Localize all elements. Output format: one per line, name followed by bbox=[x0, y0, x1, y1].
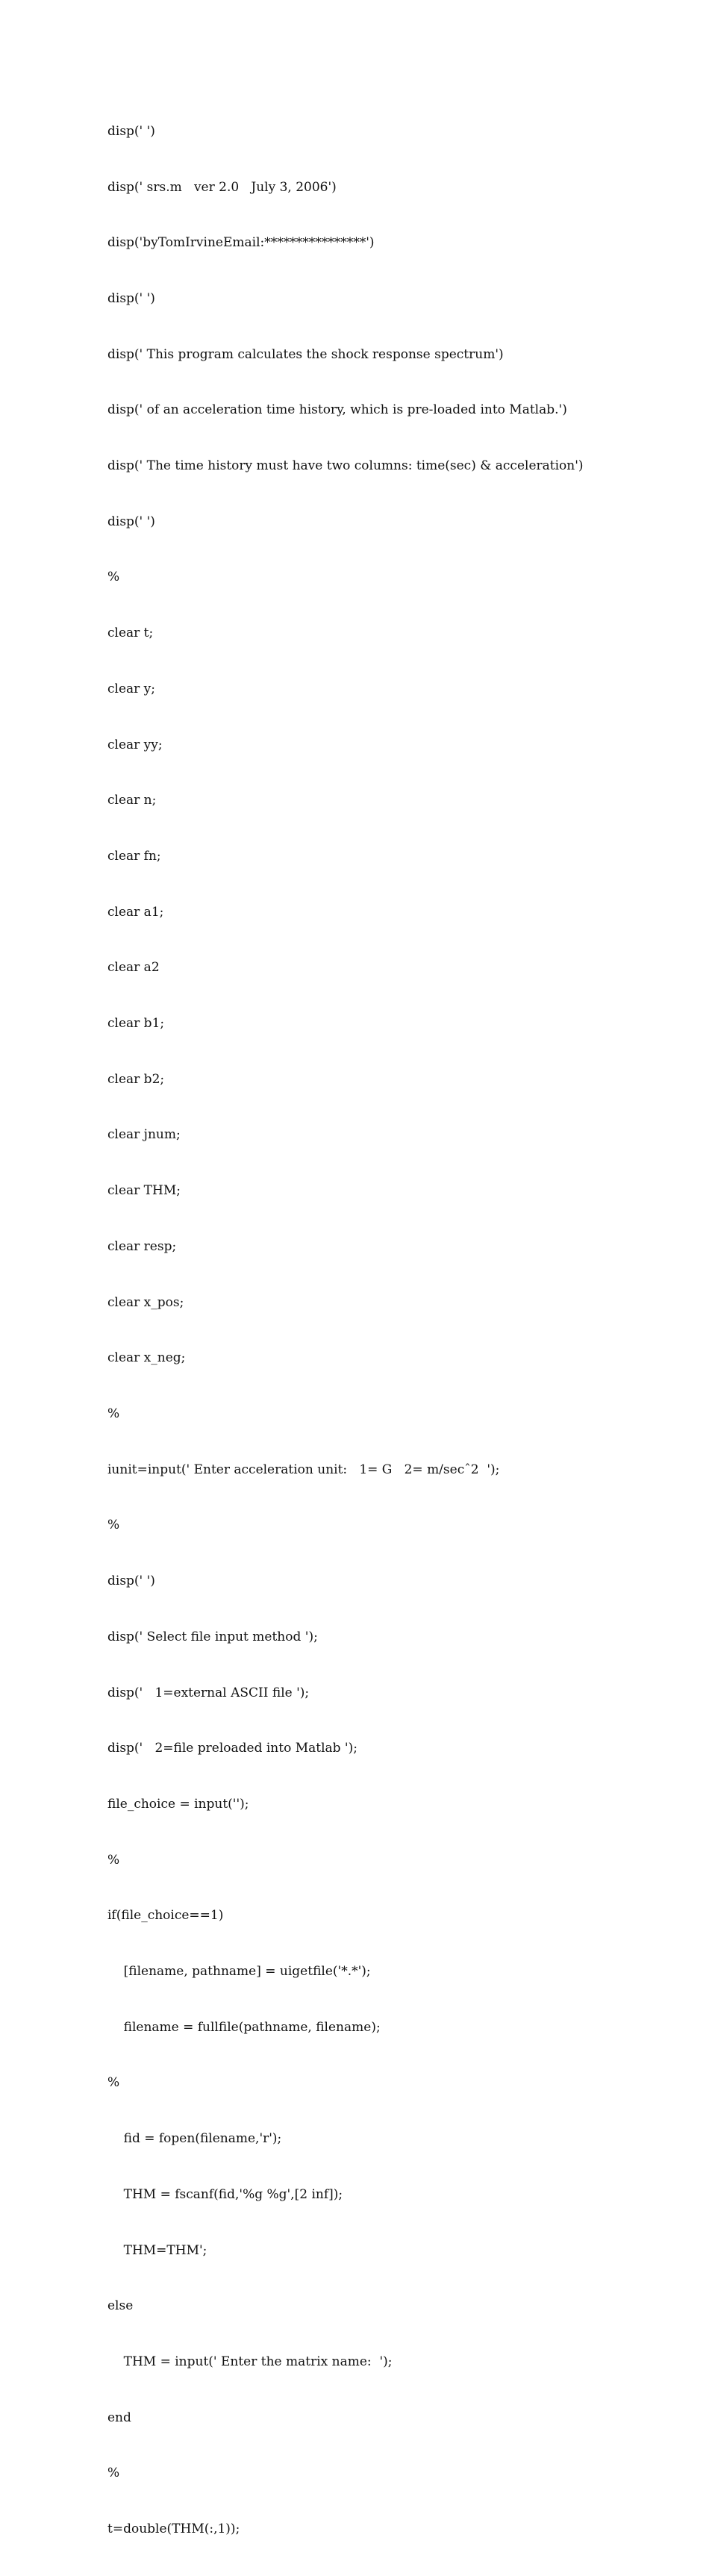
code-line: disp('byTomIrvineEmail:****************') bbox=[107, 235, 375, 251]
code-line: disp(' ') bbox=[107, 290, 155, 306]
code-line: disp(' Select file input method '); bbox=[107, 1629, 318, 1644]
code-line: clear x_neg; bbox=[107, 1350, 186, 1366]
code-line: clear a1; bbox=[107, 904, 164, 920]
code-line: clear a2 bbox=[107, 960, 160, 976]
code-line: % bbox=[107, 2075, 120, 2091]
matlab-code-listing bbox=[107, 85, 584, 2576]
code-line: % bbox=[107, 2466, 120, 2481]
code-line: % bbox=[107, 1518, 120, 1533]
code-line: % bbox=[107, 570, 120, 585]
code-line: disp(' of an acceleration time history, which is pre-loaded into Matlab.') bbox=[107, 402, 567, 418]
code-line: disp(' This program calculates the shock response spectrum') bbox=[107, 346, 504, 362]
code-line: disp(' srs.m ver 2.0 July 3, 2006') bbox=[107, 179, 337, 195]
code-line: clear y; bbox=[107, 681, 156, 696]
code-line: disp(' The time history must have two columns: time(sec) & acceleration') bbox=[107, 458, 584, 474]
code-line: clear x_pos; bbox=[107, 1294, 184, 1310]
code-line: disp(' ') bbox=[107, 1574, 155, 1589]
code-line: else bbox=[107, 2298, 134, 2314]
code-line: [filename, pathname] = uigetfile('*.*'); bbox=[107, 1964, 371, 1980]
code-line: clear THM; bbox=[107, 1183, 181, 1199]
code-line: clear n; bbox=[107, 793, 157, 808]
code-line: file_choice = input(''); bbox=[107, 1796, 249, 1812]
code-line: iunit=input(' Enter acceleration unit: 1= G 2= m/secˆ2 '); bbox=[107, 1462, 500, 1477]
code-line: THM=THM'; bbox=[107, 2242, 207, 2258]
code-line: THM = input(' Enter the matrix name: '); bbox=[107, 2354, 393, 2369]
code-line: clear fn; bbox=[107, 848, 161, 864]
code-line: disp(' 2=file preloaded into Matlab '); bbox=[107, 1741, 357, 1756]
code-line: % bbox=[107, 1406, 120, 1421]
code-line: disp(' ') bbox=[107, 514, 155, 529]
code-line: end bbox=[107, 2410, 131, 2425]
code-line: THM = fscanf(fid,'%g %g',[2 inf]); bbox=[107, 2186, 343, 2202]
code-line: clear jnum; bbox=[107, 1127, 181, 1143]
code-line: clear b2; bbox=[107, 1071, 165, 1087]
code-line: disp(' 1=external ASCII file '); bbox=[107, 1685, 310, 1700]
code-line: clear yy; bbox=[107, 737, 163, 752]
code-line: % bbox=[107, 1852, 120, 1868]
code-line: clear t; bbox=[107, 626, 154, 641]
code-line: fid = fopen(filename,'r'); bbox=[107, 2131, 282, 2147]
code-line: filename = fullfile(pathname, filename); bbox=[107, 2019, 381, 2035]
code-line: disp(' ') bbox=[107, 123, 155, 139]
code-line: clear resp; bbox=[107, 1238, 177, 1254]
code-line: t=double(THM(:,1)); bbox=[107, 2522, 240, 2537]
code-line: if(file_choice==1) bbox=[107, 1908, 224, 1924]
code-line: clear b1; bbox=[107, 1016, 165, 1032]
